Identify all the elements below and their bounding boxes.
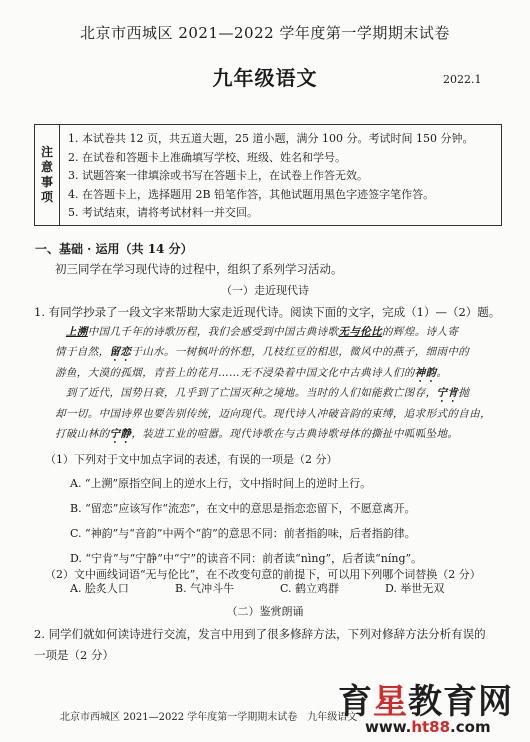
watermark-url-part: .com [450, 718, 491, 736]
option-b: B. “留恋”应该写作“流恋”，在文中的意思是指恋恋留下，不愿意离开。 [70, 502, 416, 515]
section-intro: 初三同学在学习现代诗的过程中，组织了系列学习活动。 [55, 262, 343, 276]
question-2-stem [34, 624, 504, 666]
passage-text: 于山水。一树枫叶的怀想，几枝红豆的相思，微风中的燕子，细雨中的 [131, 345, 470, 358]
notice-label [35, 125, 60, 225]
passage-paragraph-1 [55, 323, 503, 385]
watermark-brand [338, 674, 513, 723]
notice-label-char: 意 [40, 160, 53, 174]
passage-line: 却一切。中国诗界也要告别传统，迈向现代。现代诗人冲破音韵的束缚，追求形式的自由， [55, 408, 491, 420]
dotted-term: 宁静 [109, 427, 132, 440]
passage-paragraph-2 [55, 384, 503, 446]
exam-date: 2022.1 [443, 73, 482, 86]
question-1-1-stem: （1）下列对于文中加点字词的表述，有误的一项是（2 分） [45, 453, 338, 466]
passage-line [55, 364, 503, 385]
notice-label-char: 事 [40, 175, 53, 189]
subsection-heading: （一）走近现代诗 [221, 284, 309, 297]
watermark-brand-part: 教育网 [408, 682, 513, 722]
underlined-term: 无与伦比 [338, 326, 383, 338]
question-1-2-options [70, 580, 490, 596]
underlined-term: 上溯 [65, 326, 88, 338]
notice-item: 4. 在答题卡上，选择题用 2B 铅笔作答，其他试题用黑色字迹签字笔作答。 [68, 187, 435, 201]
watermark-url-part: www. [365, 718, 412, 736]
passage-text: 到了近代，国势日衰，几乎到了亡国灭种之境地。当时的人们如能救亡图存， [65, 387, 437, 399]
passage-text: 打破山林的 [55, 427, 110, 440]
passage-line [55, 323, 503, 343]
question-2-line: 2. 同学们就如何读诗进行交流，发言中用到了很多修辞方法，下列对修辞方法分析有误的 [34, 627, 486, 641]
notice-box [34, 124, 502, 226]
notice-item: 2. 在试卷和答题卡上准确填写学校、班级、姓名和学号。 [68, 150, 346, 164]
dotted-term: 留恋 [109, 345, 132, 358]
notice-label-char: 注 [40, 145, 53, 159]
question-1-2-stem: （2）文中画线词语“无与伦比”，在不改变句意的前提下，可以用下列哪个词替换（2 分） [45, 568, 481, 581]
site-watermark [330, 672, 530, 742]
subject-title: 九年级语文 [212, 66, 318, 90]
passage-text: 情于自然， [55, 345, 110, 358]
notice-list [68, 130, 497, 223]
watermark-brand-star: 星 [373, 682, 408, 722]
passage-line [55, 343, 503, 364]
notice-label-char: 项 [40, 190, 53, 204]
dotted-term: 神韵 [414, 366, 437, 379]
watermark-brand-part: 育 [338, 682, 373, 722]
page-footer: 北京市西城区 2021—2022 学年度第一学期期末试卷 九年级语文 [60, 712, 358, 723]
section-heading: 一、基础 · 运用（共 14 分） [35, 242, 193, 256]
option-b: B. 气冲斗牛 [175, 582, 235, 595]
passage-text: 抛 [458, 387, 470, 399]
passage-text: 的辉煌。诗人寄 [382, 326, 459, 338]
watermark-url [365, 718, 491, 736]
question-1-stem: 1. 有同学抄录了一段文字来帮助大家走近现代诗。阅读下面的文字，完成（1）—（2）题。 [34, 305, 501, 319]
option-d: D. “宁肯”与“宁静”中“宁”的读音不同：前者读“nìng”，后者读“níng”。 [70, 552, 423, 565]
option-a: A. “上溯”原指空间上的逆水上行，文中指时间上的逆时上行。 [70, 477, 372, 490]
subsection-heading: （二）鉴赏朗诵 [226, 605, 304, 618]
passage-line [55, 384, 503, 405]
passage-text: 。 [436, 366, 448, 379]
exam-title: 北京市西城区 2021—2022 学年度第一学期期末试卷 [80, 24, 450, 42]
option-c: C. “神韵”与“音韵”中两个“韵”的意思不同：前者指韵味，后者指韵律。 [70, 527, 416, 540]
notice-item: 5. 考试结束，请将考试材料一并交回。 [68, 206, 258, 219]
question-2-line: 一项是（2 分） [34, 648, 114, 662]
passage-text: 中国几千年的诗歌历程，我们会感受到中国古典诗歌 [87, 326, 339, 338]
watermark-url-part: ht88 [411, 718, 451, 736]
passage-line [55, 425, 503, 446]
passage-text: ，装进工业的喧嚣。现代诗歌在与古典诗歌母体的撕扯中呱呱坠地。 [131, 427, 459, 440]
option-a: A. 脍炙人口 [70, 582, 129, 595]
notice-item: 3. 试题答案一律填涂或书写在答题卡上，在试卷上作答无效。 [68, 169, 368, 182]
notice-item: 1. 本试卷共 12 页，共五道大题，25 道小题，满分 100 分。考试时间 150 分钟。 [68, 132, 474, 145]
option-d: D. 举世无双 [385, 582, 445, 595]
passage-text: 游鱼，大漠的孤烟，青苔上的花月……无不浸染着中国文化中古典诗人们的 [55, 366, 415, 379]
option-c: C. 鹤立鸡群 [280, 582, 340, 595]
dotted-term: 宁肯 [436, 387, 459, 399]
